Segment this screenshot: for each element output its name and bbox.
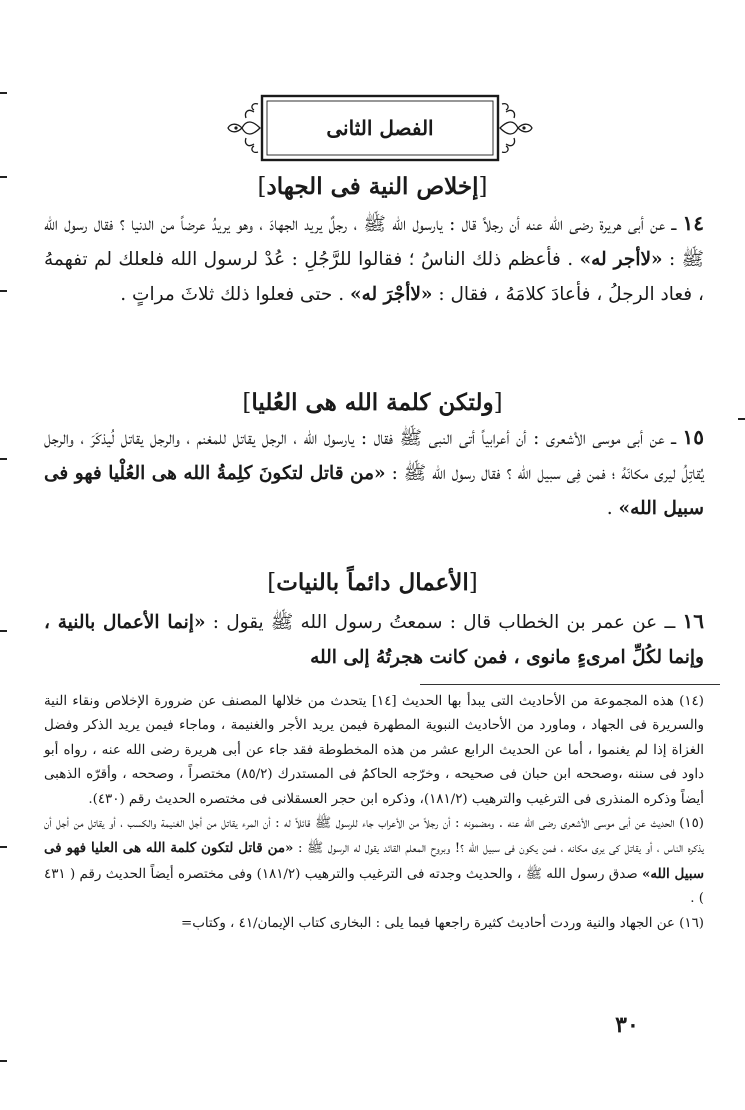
section-heading-15: [ولتكن كلمة الله هى العُليا] <box>242 389 503 416</box>
scan-edge-mark <box>0 630 7 632</box>
footnote-text: (١٥) الحديث عن أبى موسى الأشعرى رضى الله عنه . ومضمونه : أن رجلاً من الأعراب جاء للرسول ﷺ قائلاً له : أن المرء يقاتل من أجل الغنيمة والكسب ، أو يقاتل من أجل أن يذكره الناس ، أو يقاتل كى يرى مكانه ، فمن يكون فى سبيل الله ؟! وبروح المعلم القائد يقول له الرسول ﷺ : <box>44 816 704 857</box>
chapter-title: الفصل الثانى <box>326 116 434 140</box>
hadith-text: . <box>606 498 613 519</box>
hadith-text: . فأعظم ذلك الناسُ ؛ فقالوا للرَّجُلِ : عُدْ لرسول الله فلعلك لم تفهمهُ ، فعاد الرجلُ ، فأعادَ كلامَهُ ، فقال : <box>44 249 704 305</box>
scan-edge-mark <box>0 458 7 460</box>
hadith-paragraph-16: ١٦ ــ عن عمر بن الخطاب قال : سمعتُ رسول الله ﷺ يقول : «إنما الأعمال بالنية ، وإنما لكُلِّ امرىءٍ مانوى ، فمن كانت هجرتُهُ إلى الله <box>44 609 704 668</box>
hadith-text: عن أبى هريرة رضى الله عنه أن رجلاً قال : يارسول الله ﷺ ، رجلٌ يريد الجهادَ ، وهو يريدُ عرضاً من الدنيا ؟ فقال رسول الله ﷺ : <box>44 214 704 270</box>
hadith-number: ١٤ <box>682 211 704 235</box>
scan-edge-mark <box>0 92 7 94</box>
hadith-number: ١٦ <box>682 609 704 633</box>
hadith-quote: «إنما الأعمال بالنية ، وإنما لكُلِّ امرىءٍ مانوى ، فمن كانت هجرتُهُ إلى الله <box>44 612 704 668</box>
footnote-divider <box>420 684 720 685</box>
hadith-text: عن أبى موسى الأشعرى : أن أعرابياً أتى النبى ﷺ فقال : يارسول الله ، الرجل يقاتل للمغنم ، والرجل يقاتل لُيذكَرَ ، والرجل يُقاتِلُ ليرى مكانَهُ ؛ فمن فِى سبيل الله ؟ فقال رسول الله ﷺ : <box>44 428 705 484</box>
scan-edge-mark <box>0 846 7 848</box>
chapter-cartouche <box>224 90 536 166</box>
hadith-quote: «لاأجْرَ له» <box>350 284 433 305</box>
hadith-text: . حتى فعلوا ذلك ثلاثَ مراتٍ . <box>120 284 345 305</box>
hadith-quote: «لاأجر له» <box>579 249 663 270</box>
footnotes <box>44 690 704 936</box>
footnote-quote: «من قاتل لتكون كلمة الله هى العليا فهو فى سبيل الله» <box>44 840 704 882</box>
section-heading-16: [الأعمال دائماً بالنيات] <box>267 569 478 596</box>
footnote-14: (١٤) هذه المجموعة من الأحاديث التى يبدأ بها الحديث [١٤] يتحدث من خلالها المصنف عن ضرورة الإخلاص ونقاء النية والسريرة فى الجهاد ، وماورد من الأحاديث النبوية المطهرة فيمن يريد الأجر والغنيمة ، وماجاء فيمن يريد الذكر وفضل الغزاة إذا لم يغنموا ، أما عن الحديث الرابع عشر من هذه المخطوطة فقد جاء عن أبى هريرة رضى الله عنه ، رواه أبو داود فى سننه ،وصححه ابن حبان فى صحيحه ، وخرّجه الحاكمُ فى المستدرك (٨٥/٢) مختصراً ، وصححه ، وأقرّه الذهبى أيضاً وذكره المنذرى فى الترغيب والترهيب (١٨١/٢)، وذكره ابن حجر العسقلانى فى مختصره الحديث رقم (٤٣٠). <box>44 694 704 807</box>
footnote-16: (١٦) عن الجهاد والنية وردت أحاديث كثيرة راجعها فيما يلى : البخارى كتاب الإيمان/٤١ ، وكتاب= <box>181 915 704 931</box>
hadith-paragraph-15: ١٥ ــ عن أبى موسى الأشعرى : أن أعرابياً أتى النبى ﷺ فقال : يارسول الله ، الرجل يقاتل للمغنم ، والرجل يقاتل لُيذكَرَ ، والرجل يُقاتِلُ ليرى مكانَهُ ؛ فمن فِى سبيل الله ؟ فقال رسول الله ﷺ : «من قاتل لتكونَ كلِمةُ الله هى العُلْيا فهو فى سبيل الله» . <box>44 425 705 519</box>
hadith-text: عن عمر بن الخطاب قال : سمعتُ رسول الله ﷺ يقول : <box>212 612 658 633</box>
section-heading-text: الأعمال دائماً بالنيات <box>276 569 469 596</box>
hadith-quote: «من قاتل لتكونَ كلِمةُ الله هى العُلْيا فهو فى سبيل الله» <box>44 463 704 519</box>
scan-edge-mark <box>0 176 7 178</box>
hadith-paragraph-14: ١٤ ــ عن أبى هريرة رضى الله عنه أن رجلاً قال : يارسول الله ﷺ ، رجلٌ يريد الجهادَ ، وهو يريدُ عرضاً من الدنيا ؟ فقال رسول الله ﷺ : «لاأجر له» . فأعظم ذلك الناسُ ؛ فقالوا للرَّجُلِ : عُدْ لرسول الله فلعلك لم تفهمهُ ، فعاد الرجلُ ، فأعادَ كلامَهُ ، فقال : «لاأجْرَ له» . حتى فعلوا ذلك ثلاثَ مراتٍ . <box>44 211 704 305</box>
hadith-number: ١٥ <box>682 425 704 449</box>
scan-edge-mark <box>0 290 7 292</box>
section-heading-14: [إخلاص النية فى الجهاد] <box>257 173 488 200</box>
section-heading-text: إخلاص النية فى الجهاد <box>266 173 479 200</box>
footnote-15 <box>44 812 704 912</box>
page-number: ٣٠ <box>615 1012 639 1038</box>
scan-edge-mark <box>0 1060 7 1062</box>
section-heading-text: ولتكن كلمة الله هى العُليا <box>251 389 494 416</box>
scan-edge-mark <box>738 418 745 420</box>
footnote-text: صدق رسول الله ﷺ ، والحديث وجدته فى الترغيب والترهيب (١٨١/٢) وفى مختصره أيضاً الحديث رقم ( ٤٣١ ) . <box>44 866 704 907</box>
